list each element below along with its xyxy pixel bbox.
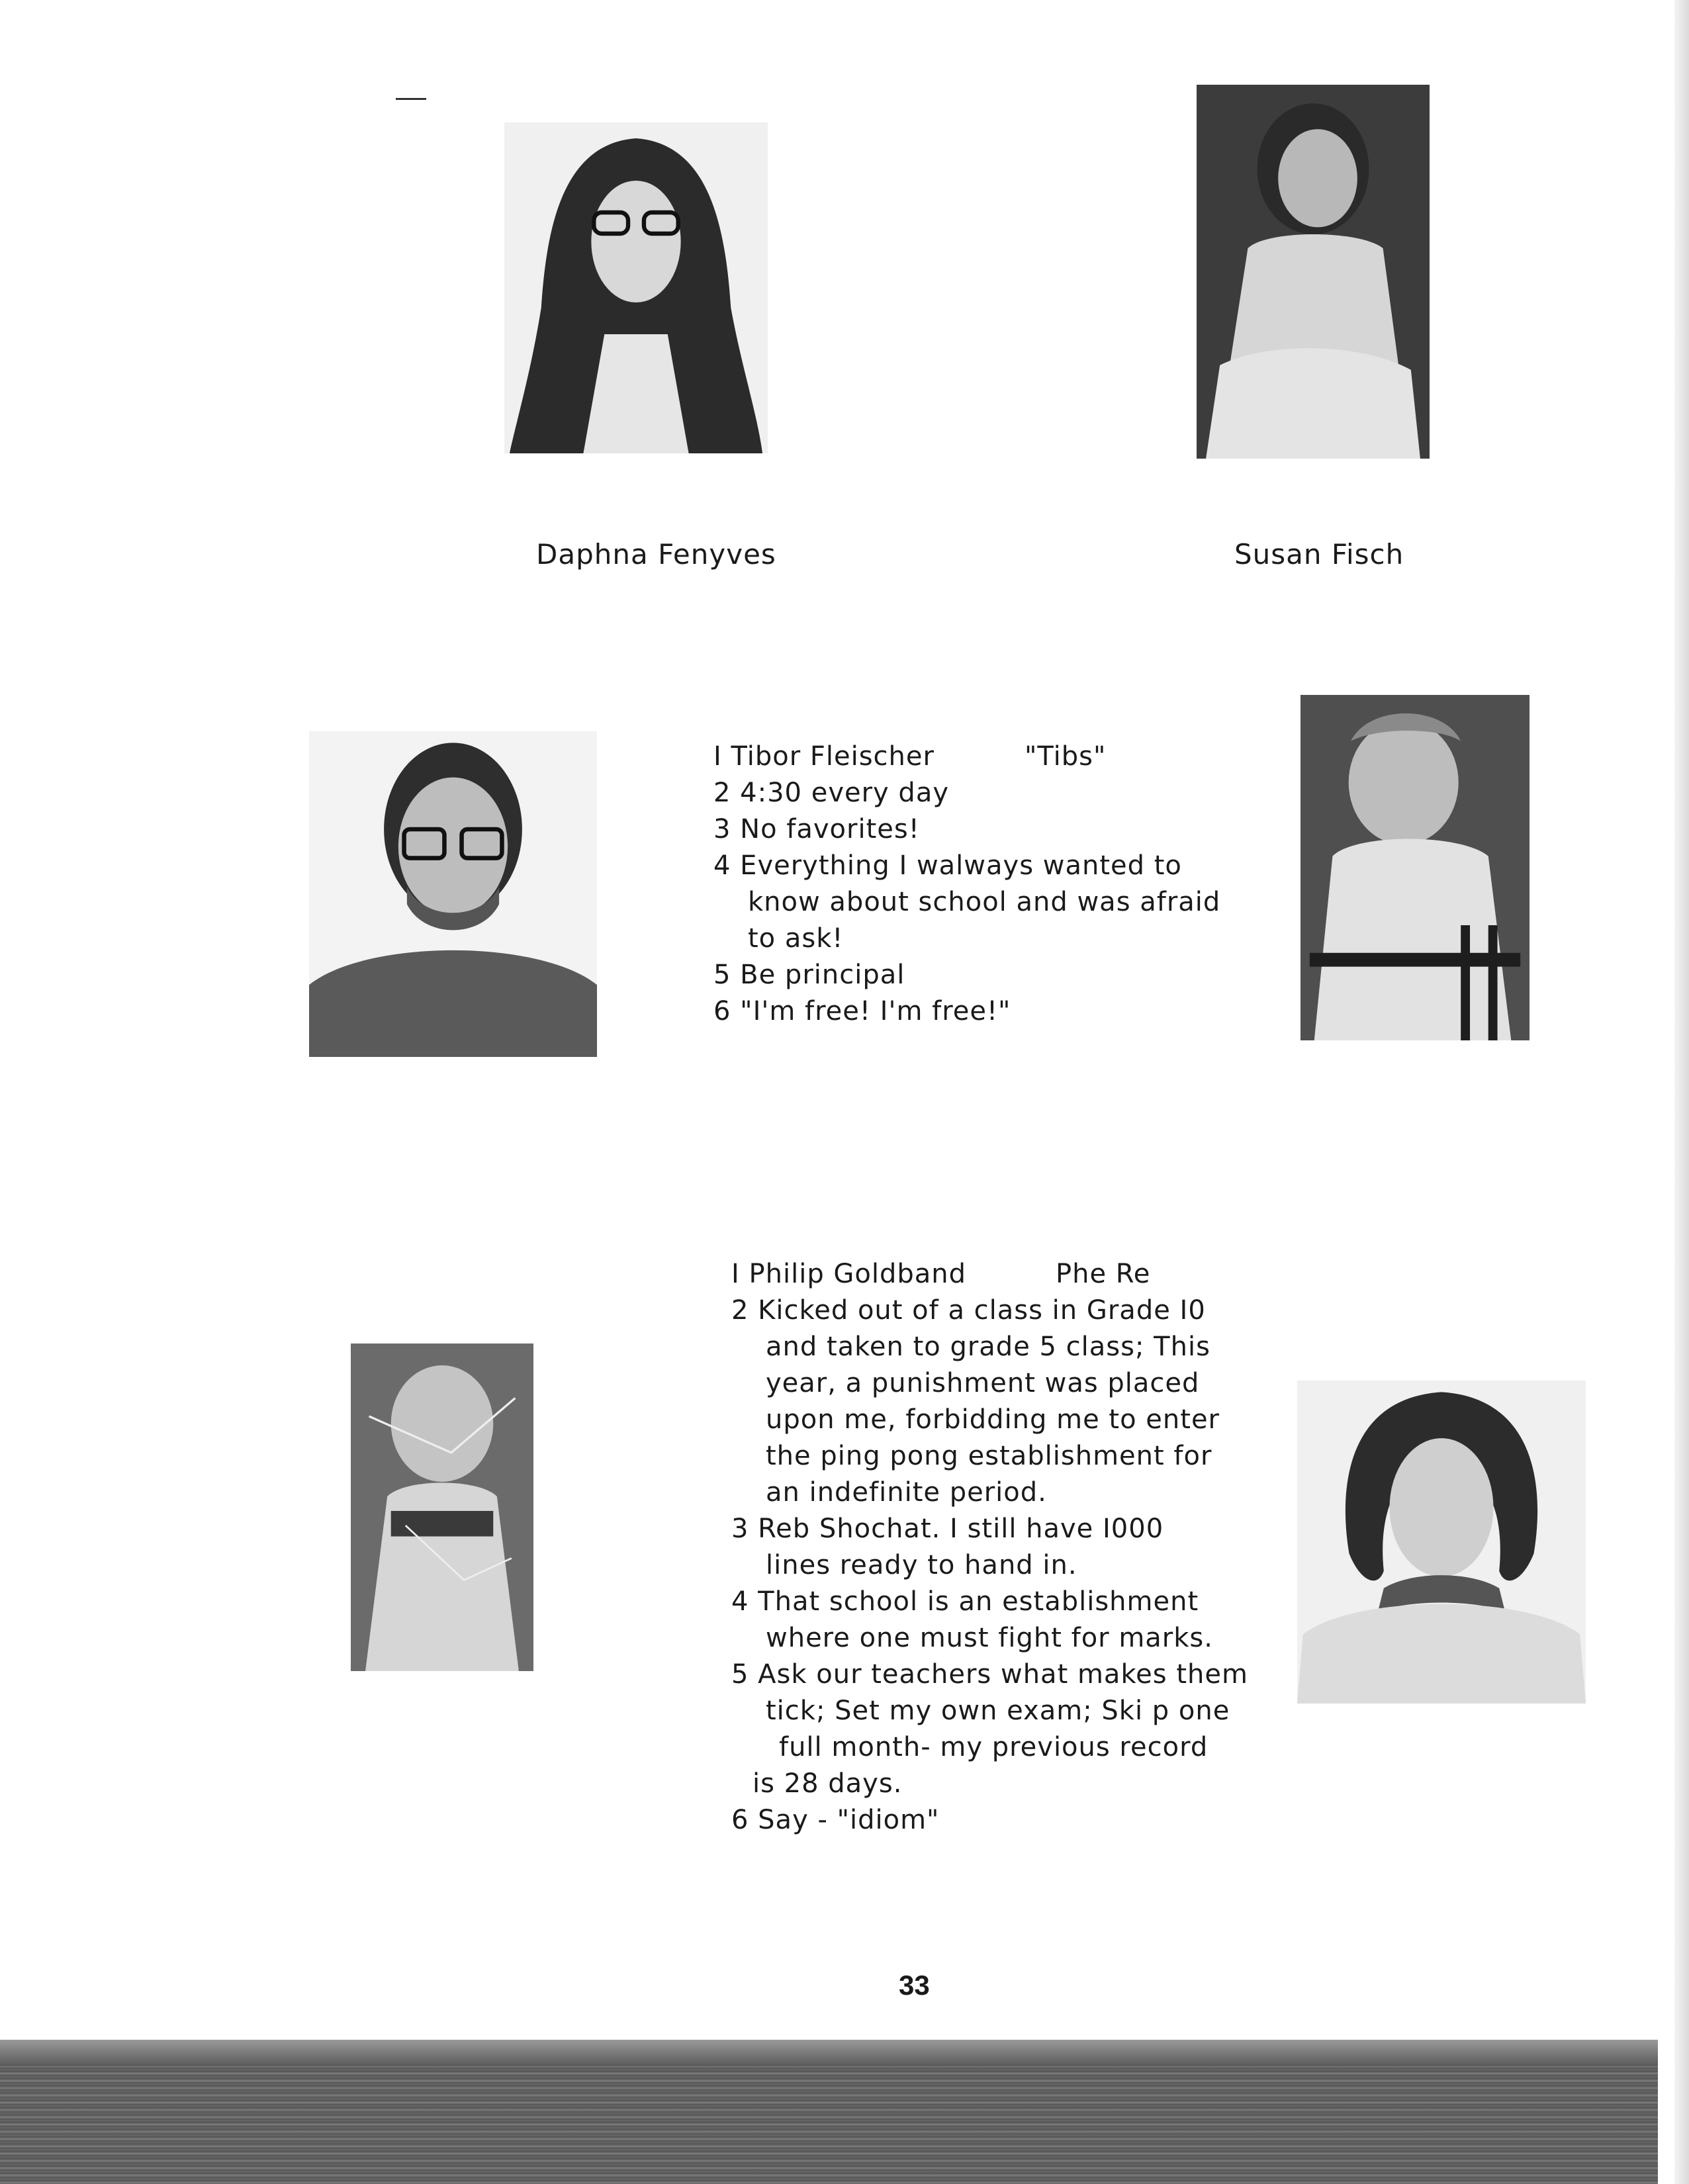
profile-line: 5 Ask our teachers what makes them [731, 1659, 1248, 1690]
profile-line: to ask! [748, 923, 844, 954]
profile-line: and taken to grade 5 class; This [766, 1332, 1210, 1362]
profile-nickname: Phe Re [1056, 1259, 1151, 1289]
profile-line: 6 Say - "idiom" [731, 1805, 940, 1835]
profile-line: full month- my previous record [779, 1732, 1209, 1762]
profile-line: where one must fight for marks. [766, 1623, 1213, 1653]
profile-line: is 28 days. [753, 1768, 903, 1799]
profile-philip-goldband [731, 1256, 1261, 1839]
profile-line: 4 That school is an establishment [731, 1586, 1199, 1617]
profile-line: tick; Set my own exam; Ski p one [766, 1696, 1230, 1726]
caption-daphna-fenyves: Daphna Fenyves [536, 538, 776, 570]
profile-line: 2 4:30 every day [713, 778, 949, 808]
photo-daphna-fenyves [504, 122, 768, 453]
profile-line: 3 No favorites! [713, 814, 920, 844]
photo-philip-goldband [1297, 1381, 1586, 1704]
stray-mark [396, 98, 426, 100]
photo-tibor-fleischer [309, 731, 597, 1057]
profile-line: 5 Be principal [713, 960, 905, 990]
profile-line: 2 Kicked out of a class in Grade I0 [731, 1295, 1206, 1326]
profile-line: 4 Everything I walways wanted to [713, 850, 1182, 881]
page-edge [1674, 0, 1689, 2184]
scanner-edge-band [0, 2040, 1658, 2184]
profile-line: the ping pong establishment for [766, 1441, 1212, 1471]
profile-line: upon me, forbidding me to enter [766, 1404, 1220, 1435]
caption-susan-fisch: Susan Fisch [1234, 538, 1404, 570]
page-number: 33 [899, 1970, 930, 2001]
photo-tibor-fleischer-child [1301, 695, 1529, 1040]
profile-line: know about school and was afraid [748, 887, 1221, 917]
profile-tibor-fleischer [713, 739, 1243, 1030]
profile-nickname: "Tibs" [1025, 741, 1107, 772]
profile-line: year, a punishment was placed [766, 1368, 1200, 1398]
profile-name-line: I Philip Goldband [731, 1259, 967, 1289]
photo-philip-goldband-child [351, 1343, 533, 1671]
profile-line: lines ready to hand in. [766, 1550, 1077, 1580]
profile-line: an indefinite period. [766, 1477, 1047, 1508]
photo-susan-fisch [1197, 85, 1430, 459]
profile-line: 3 Reb Shochat. I still have I000 [731, 1514, 1164, 1544]
profile-name-line: I Tibor Fleischer [713, 741, 935, 772]
profile-line: 6 "I'm free! I'm free!" [713, 996, 1011, 1026]
